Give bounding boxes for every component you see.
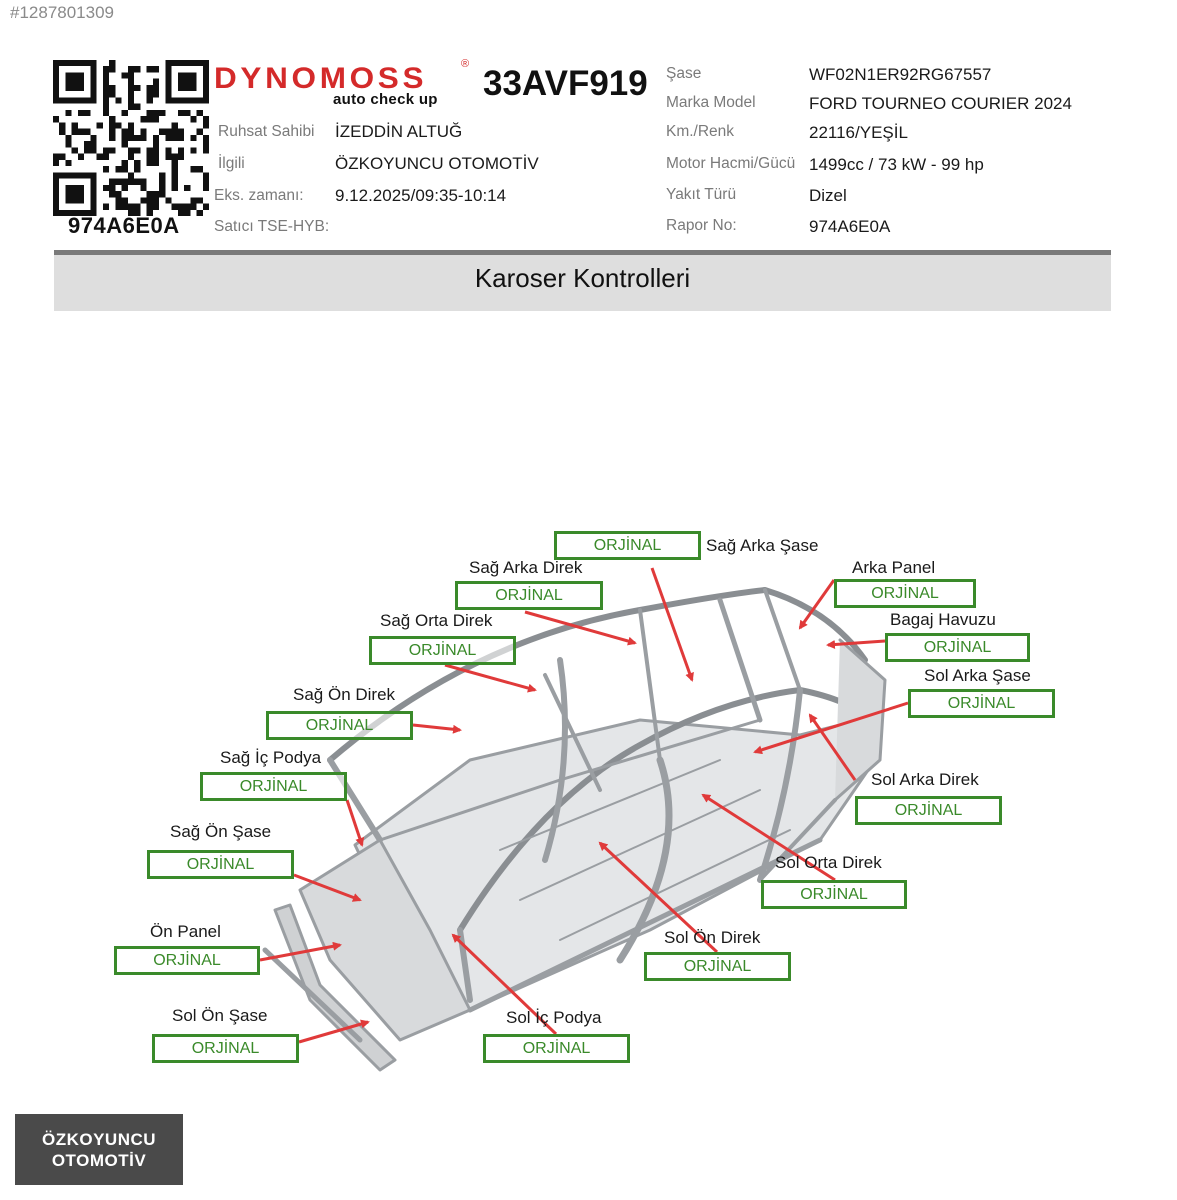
- part-13-status: ORJİNAL: [152, 1034, 299, 1063]
- part-8-label: Sol Arka Direk: [871, 770, 979, 789]
- part-7-label: Sağ İç Podya: [220, 748, 322, 767]
- part-3-arrow: [445, 665, 535, 690]
- part-5-status: ORJİNAL: [908, 689, 1055, 718]
- fuel-value: Dizel: [809, 186, 847, 205]
- part-7-status: ORJİNAL: [200, 772, 347, 801]
- engine-label: Motor Hacmi/Gücü: [666, 155, 796, 172]
- part-11-status: ORJİNAL: [114, 946, 260, 975]
- dealer-logo-line1: ÖZKOYUNCU: [41, 1129, 157, 1149]
- brand-registered-mark: ®: [461, 58, 470, 70]
- part-6-status: ORJİNAL: [266, 711, 413, 740]
- license-plate: 33AVF919: [483, 64, 648, 103]
- related-label: İlgili: [218, 155, 245, 172]
- part-10-status: ORJİNAL: [761, 880, 907, 909]
- part-14-status: ORJİNAL: [483, 1034, 630, 1063]
- part-10-label: Sol Orta Direk: [775, 853, 882, 872]
- part-5-label: Sol Arka Şase: [924, 666, 1031, 685]
- dealer-logo-line2: OTOMOTİV: [51, 1150, 147, 1170]
- part-12-status: ORJİNAL: [644, 952, 791, 981]
- listing-id: #1287801309: [10, 3, 115, 22]
- part-13-label: Sol Ön Şase: [172, 1006, 268, 1025]
- km-color-label: Km./Renk: [666, 123, 735, 140]
- owner-label: Ruhsat Sahibi: [218, 123, 315, 140]
- part-12-label: Sol Ön Direk: [664, 928, 761, 947]
- chassis-value: WF02N1ER92RG67557: [809, 65, 992, 84]
- seller-tse-label: Satıcı TSE-HYB:: [214, 218, 330, 235]
- exam-time-label: Eks. zamanı:: [214, 187, 304, 204]
- part-4-status: ORJİNAL: [885, 633, 1030, 662]
- part-6-arrow: [413, 725, 460, 730]
- make-model-label: Marka Model: [666, 94, 756, 111]
- part-3-status: ORJİNAL: [369, 636, 516, 665]
- section-title: Karoser Kontrolleri: [474, 263, 691, 293]
- report-no-value: 974A6E0A: [809, 217, 891, 236]
- related-value: ÖZKOYUNCU OTOMOTİV: [335, 154, 539, 173]
- make-model-value: FORD TOURNEO COURIER 2024: [809, 94, 1072, 113]
- part-6-label: Sağ Ön Direk: [293, 685, 396, 704]
- part-2-label: Arka Panel: [852, 558, 936, 577]
- part-14-label: Sol İç Podya: [506, 1008, 602, 1027]
- part-1-label: Sağ Arka Direk: [469, 558, 583, 577]
- owner-value: İZEDDİN ALTUĞ: [335, 122, 463, 141]
- km-color-value: 22116/YEŞİL: [809, 123, 908, 142]
- brand-logo: DYNOMOSS: [214, 62, 428, 95]
- part-1-status: ORJİNAL: [455, 581, 603, 610]
- engine-value: 1499cc / 73 kW - 99 hp: [809, 155, 984, 174]
- report-no-label: Rapor No:: [666, 217, 737, 234]
- part-0-status: ORJİNAL: [554, 531, 701, 560]
- part-0-arrow: [652, 568, 692, 680]
- part-0-label: Sağ Arka Şase: [706, 536, 819, 555]
- dealer-logo: [15, 1114, 183, 1185]
- brand-tagline: auto check up: [333, 91, 438, 108]
- exam-time-value: 9.12.2025/09:35-10:14: [335, 186, 507, 205]
- part-9-status: ORJİNAL: [147, 850, 294, 879]
- part-9-label: Sağ Ön Şase: [170, 822, 272, 841]
- fuel-label: Yakıt Türü: [666, 186, 737, 203]
- part-8-status: ORJİNAL: [855, 796, 1002, 825]
- part-11-label: Ön Panel: [150, 922, 221, 941]
- part-3-label: Sağ Orta Direk: [380, 611, 493, 630]
- report-code: 974A6E0A: [68, 213, 180, 238]
- part-4-label: Bagaj Havuzu: [890, 610, 996, 629]
- chassis-label: Şase: [666, 65, 702, 82]
- part-4-arrow: [828, 641, 885, 645]
- part-2-status: ORJİNAL: [834, 579, 976, 608]
